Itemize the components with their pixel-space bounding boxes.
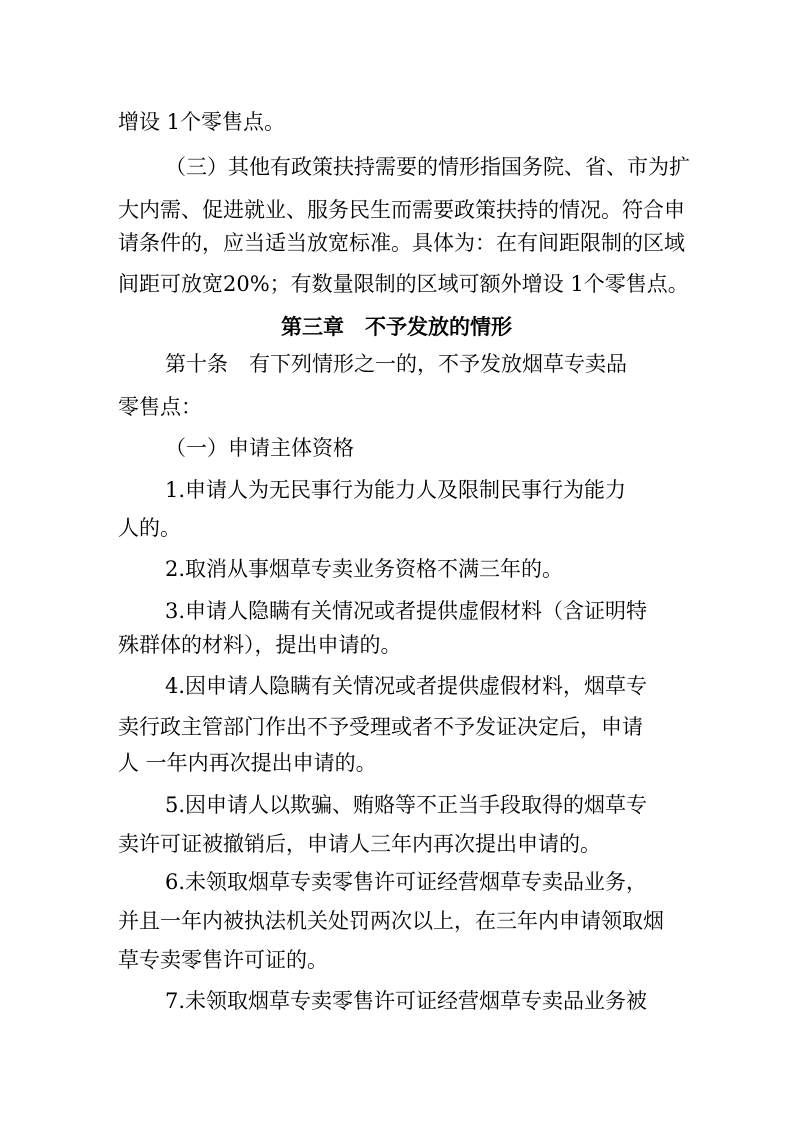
paragraph-line: 大内需、促进就业、服务民生而需要政策扶持的情况。符合申 — [118, 198, 685, 222]
paragraph-line: 零售点： — [118, 395, 202, 419]
paragraph-line: 殊群体的材料），提出申请的。 — [118, 633, 402, 657]
paragraph-line: 3.申请人隐瞒有关情况或者提供虚假材料（含证明特 — [165, 599, 648, 623]
paragraph-line: 草专卖零售许可证的。 — [118, 948, 328, 972]
paragraph-line: 间距可放宽20%；有数量限制的区域可额外增设 1个零售点。 — [118, 272, 689, 296]
paragraph-line: 并且一年内被执法机关处罚两次以上，在三年内申请领取烟 — [118, 909, 664, 933]
paragraph-line: 6.未领取烟草专卖零售许可证经营烟草专卖品业务， — [165, 870, 648, 894]
paragraph-line: 1.申请人为无民事行为能力人及限制民事行为能力 — [165, 478, 627, 502]
paragraph-line: 人 一年内再次提出申请的。 — [118, 751, 377, 775]
paragraph-line: 第十条 有下列情形之一的，不予发放烟草专卖品 — [165, 352, 627, 376]
chapter-heading: 第三章 不予发放的情形 — [281, 315, 512, 339]
paragraph-line: 卖许可证被撤销后，申请人三年内再次提出申请的。 — [118, 832, 601, 856]
paragraph-line: 7.未领取烟草专卖零售许可证经营烟草专卖品业务被 — [165, 989, 648, 1013]
paragraph-line: 4.因申请人隐瞒有关情况或者提供虚假材料，烟草专 — [165, 674, 648, 698]
paragraph-line: 卖行政主管部门作出不予受理或者不予发证决定后，申请 — [118, 715, 643, 739]
section-heading: （一）申请主体资格 — [165, 436, 354, 460]
paragraph-line: 请条件的，应当适当放宽标准。具体为：在有间距限制的区域 — [118, 231, 685, 255]
paragraph-line: 2.取消从事烟草专卖业务资格不满三年的。 — [165, 557, 564, 581]
paragraph-line: 人的。 — [118, 516, 181, 540]
paragraph-line: 增设 1个零售点。 — [118, 110, 286, 134]
paragraph-line: （三）其他有政策扶持需要的情形指国务院、省、市为扩 — [165, 155, 690, 179]
paragraph-line: 5.因申请人以欺骗、贿赂等不正当手段取得的烟草专 — [165, 793, 648, 817]
